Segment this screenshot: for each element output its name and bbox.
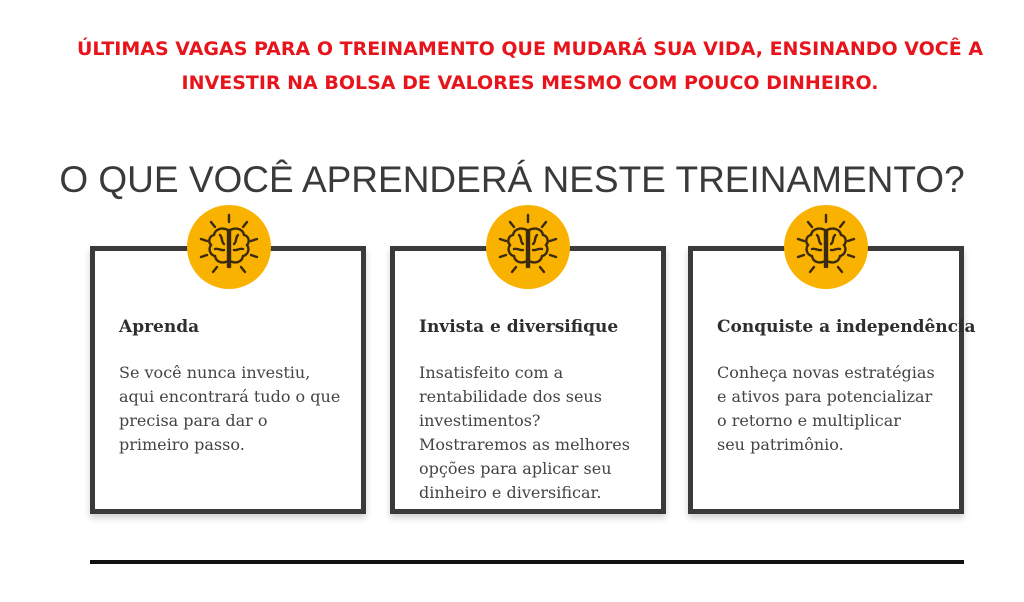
card-title: Conquiste a independência — [717, 317, 976, 337]
card-description: Se você nunca investiu, aqui encontrará tudo o que precisa para dar o primeiro passo. — [119, 363, 341, 454]
card-title: Aprenda — [119, 317, 200, 337]
urgency-banner — [40, 32, 1020, 100]
section-divider — [90, 560, 964, 564]
brain-icon — [187, 205, 271, 289]
card-title: Invista e diversifique — [419, 317, 619, 337]
brain-icon — [784, 205, 868, 289]
banner-line-1: ÚLTIMAS VAGAS PARA O TREINAMENTO QUE MUDARÁ SUA VIDA, ENSINANDO VOCÊ A — [76, 38, 984, 60]
card-description: Conheça novas estratégias e ativos para potencializar o retorno e multiplicar seu patrimônio. — [717, 363, 935, 454]
brain-icon — [486, 205, 570, 289]
section-headline: O QUE VOCÊ APRENDERÁ NESTE TREINAMENTO? — [59, 159, 965, 200]
card-description: Insatisfeito com a rentabilidade dos seus investimentos? Mostraremos as melhores opções para aplicar seu dinheiro e diversificar. — [419, 363, 630, 502]
banner-line-2: INVESTIR NA BOLSA DE VALORES MESMO COM POUCO DINHEIRO. — [181, 72, 879, 94]
